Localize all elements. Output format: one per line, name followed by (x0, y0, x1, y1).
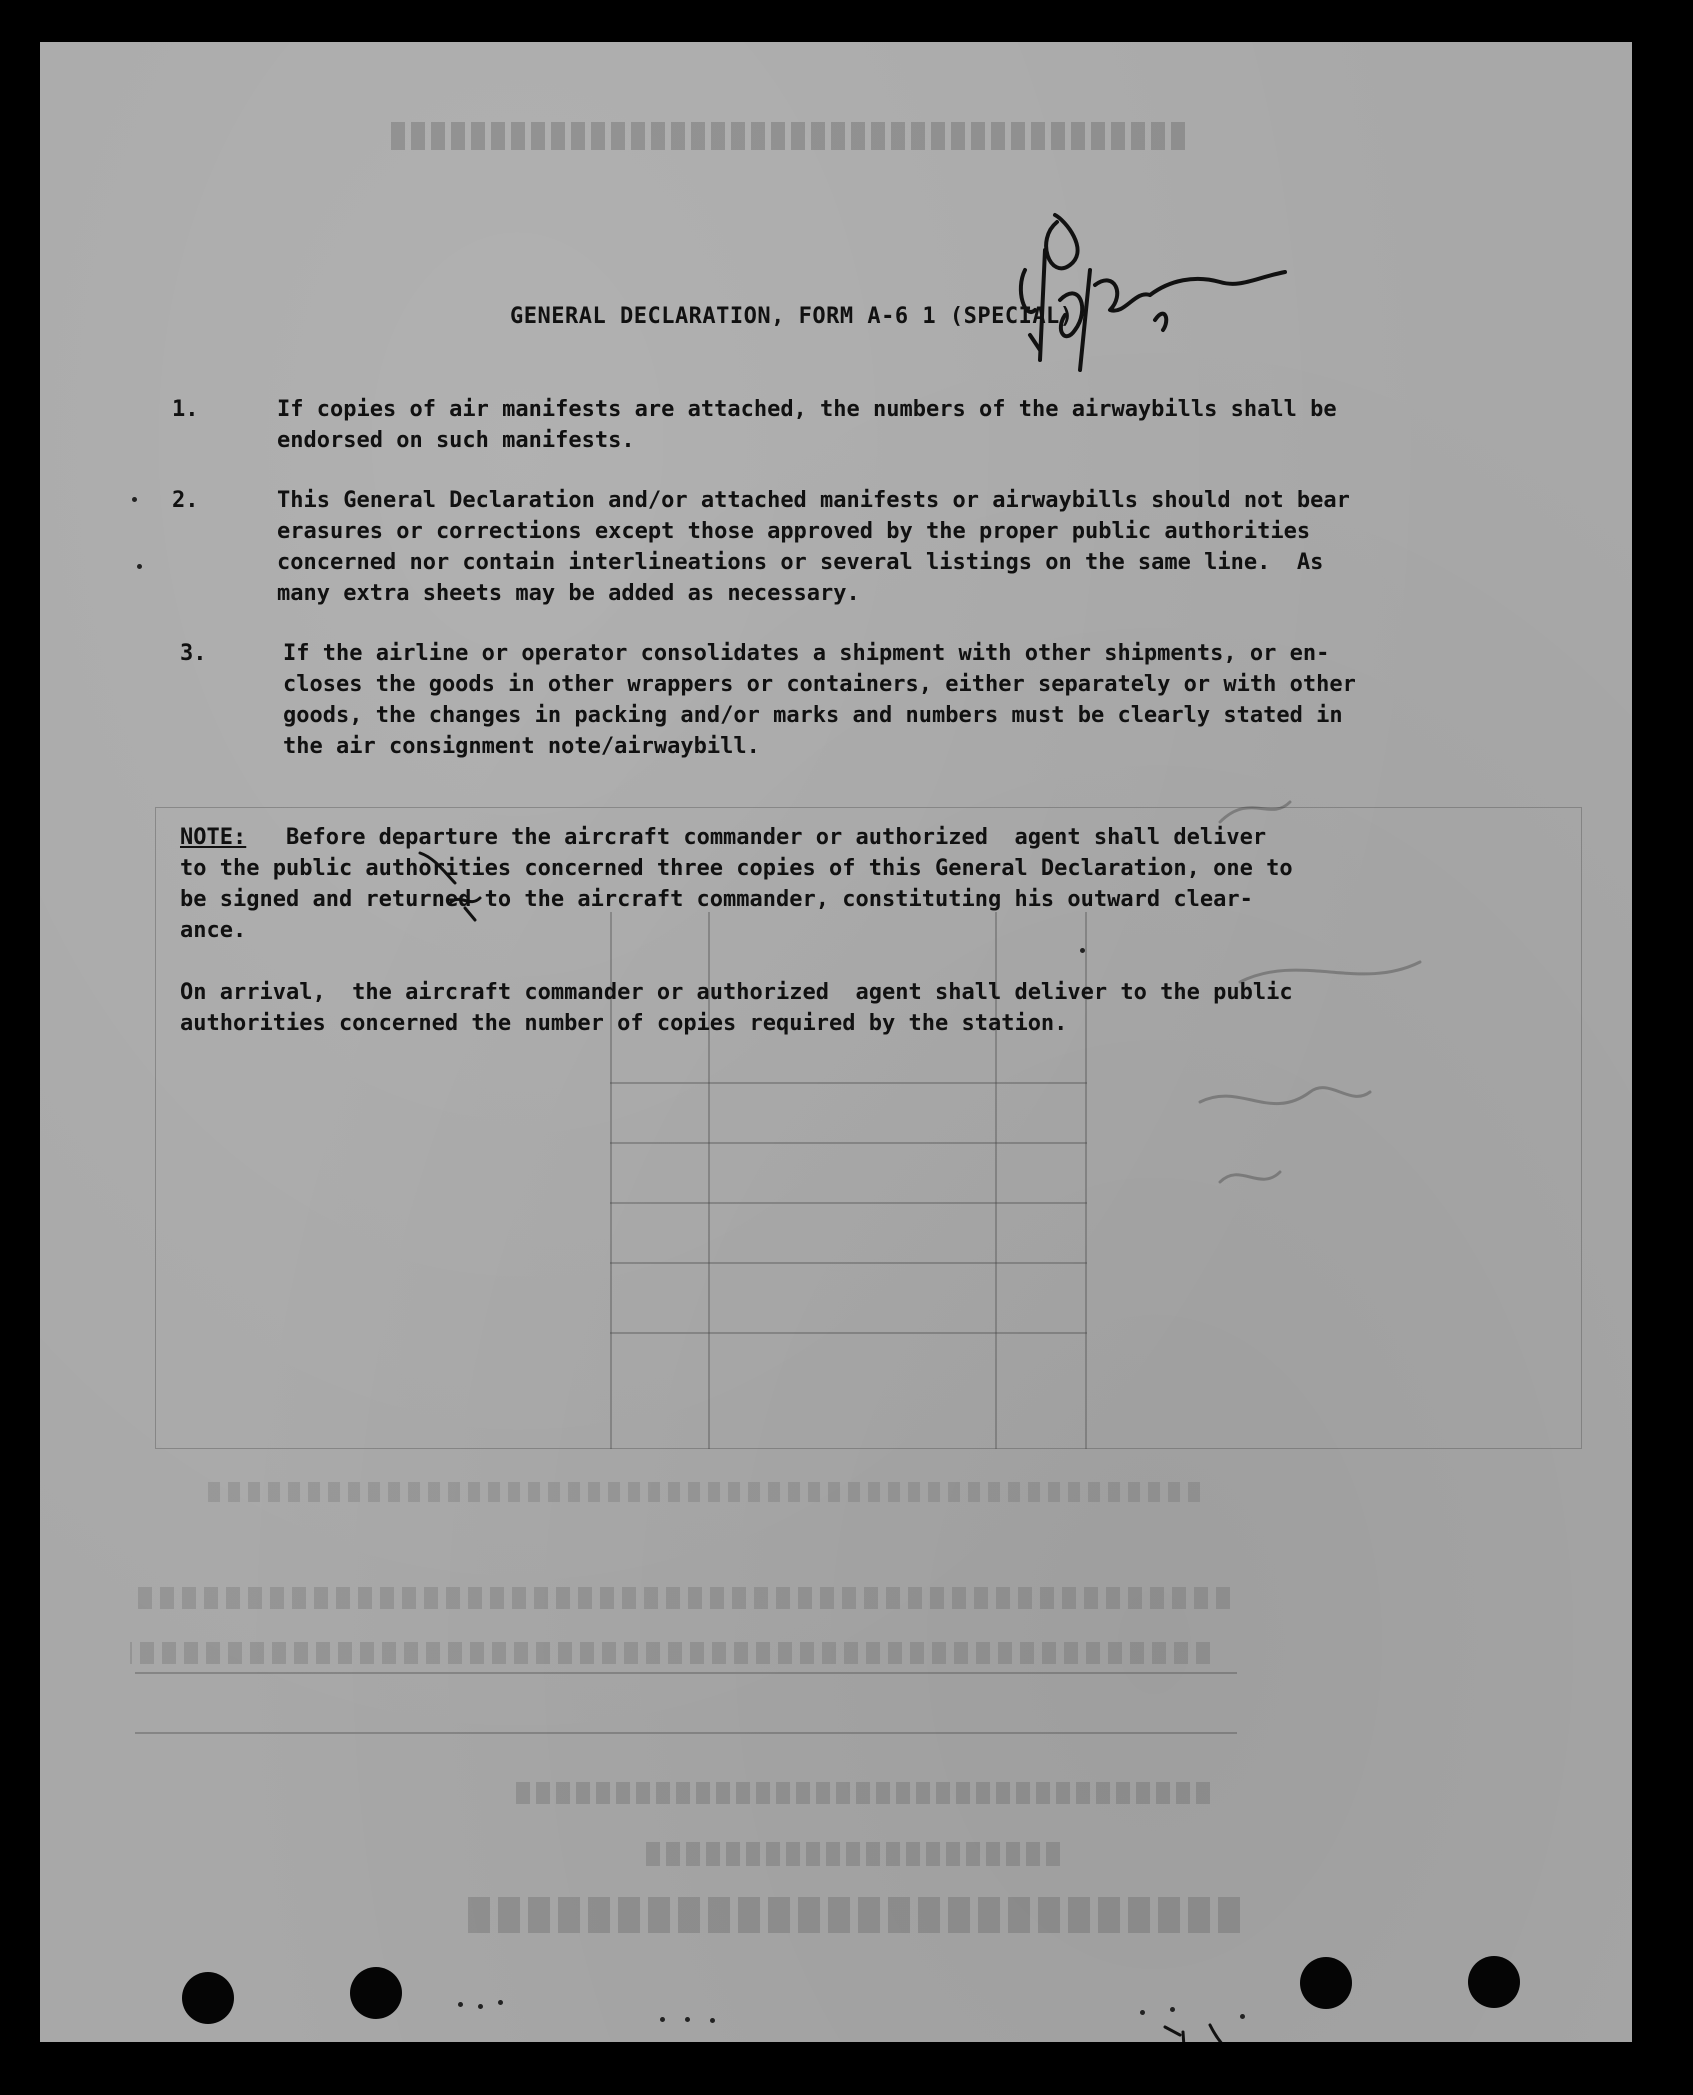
ghost-handwriting (1180, 762, 1560, 1282)
ghost-row-line (610, 1332, 1087, 1334)
note-line: to the public authorities concerned three copies of this General Declaration, one to (180, 856, 1293, 881)
text-line: concerned nor contain interlineations or several listings on the same line. As (277, 550, 1324, 575)
item-number: 1. (172, 397, 199, 422)
margin-speck (1240, 2014, 1245, 2019)
text-line: the air consignment note/airwaybill. (283, 734, 760, 759)
document-title: GENERAL DECLARATION, FORM A-6 1 (SPECIAL) (510, 304, 1074, 329)
note-paragraph-line: On arrival, the aircraft commander or authorized agent shall deliver to the public (180, 980, 1293, 1005)
document-page (40, 42, 1632, 2042)
margin-speck (710, 2018, 715, 2023)
margin-speck (1170, 2007, 1175, 2012)
instruction-item-1 (172, 394, 1542, 459)
note-label: NOTE: (180, 825, 247, 850)
text-line: If copies of air manifests are attached, the numbers of the airwaybills shall be (277, 397, 1337, 422)
ghost-row-line (610, 1202, 1087, 1204)
note-line: ance. (180, 918, 247, 943)
pen-scratch (1155, 2017, 1235, 2042)
ghost-reversed-print (640, 1842, 1060, 1866)
margin-speck (132, 497, 137, 502)
margin-speck (478, 2004, 483, 2009)
margin-speck (137, 564, 142, 569)
ghost-reversed-print (200, 1482, 1200, 1502)
instruction-item-2 (172, 485, 1542, 615)
margin-speck (458, 2002, 463, 2007)
ghost-row-line (610, 1142, 1087, 1144)
punch-hole (1300, 1957, 1352, 2009)
instruction-item-3 (180, 638, 1550, 768)
note-paragraph-line: authorities concerned the number of copies required by the station. (180, 1011, 1068, 1036)
margin-speck (660, 2017, 665, 2022)
note-block (180, 822, 1293, 1039)
ghost-row-line (135, 1732, 1237, 1734)
ghost-row-line (610, 1262, 1087, 1264)
item-text (283, 638, 1356, 762)
ghost-reversed-print (130, 1587, 1230, 1609)
note-first-line (180, 822, 1293, 853)
item-text (277, 485, 1350, 609)
margin-speck (685, 2017, 690, 2022)
punch-hole (1468, 1956, 1520, 2008)
text-line: endorsed on such manifests. (277, 428, 635, 453)
text-line: many extra sheets may be added as necessary. (277, 581, 860, 606)
margin-speck (1080, 948, 1085, 953)
ghost-reversed-print (385, 122, 1185, 150)
ghost-reversed-print (130, 1642, 1210, 1664)
margin-speck (498, 2000, 503, 2005)
item-text (277, 394, 1337, 456)
text-line: If the airline or operator consolidates a shipment with other shipments, or en- (283, 641, 1330, 666)
text-line: This General Declaration and/or attached manifests or airwaybills should not bear (277, 488, 1350, 513)
punch-hole (182, 1972, 234, 2024)
item-number: 3. (180, 641, 207, 666)
punch-hole (350, 1967, 402, 2019)
pen-correction-mark (410, 848, 500, 928)
note-line: be signed and returned to the aircraft commander, constituting his outward clear- (180, 887, 1253, 912)
ghost-reversed-print (460, 1897, 1240, 1933)
ghost-reversed-print (510, 1782, 1210, 1804)
item-number: 2. (172, 488, 199, 513)
handwritten-signature (995, 210, 1315, 400)
margin-speck (1140, 2010, 1145, 2015)
note-first-line-text: Before departure the aircraft commander or authorized agent shall deliver (246, 825, 1267, 850)
text-line: closes the goods in other wrappers or containers, either separately or with other (283, 672, 1356, 697)
ghost-row-line (610, 1082, 1087, 1084)
ghost-row-line (135, 1672, 1237, 1674)
text-line: erasures or corrections except those approved by the proper public authorities (277, 519, 1311, 544)
paragraph-spacer (180, 946, 1293, 977)
text-line: goods, the changes in packing and/or marks and numbers must be clearly stated in (283, 703, 1343, 728)
